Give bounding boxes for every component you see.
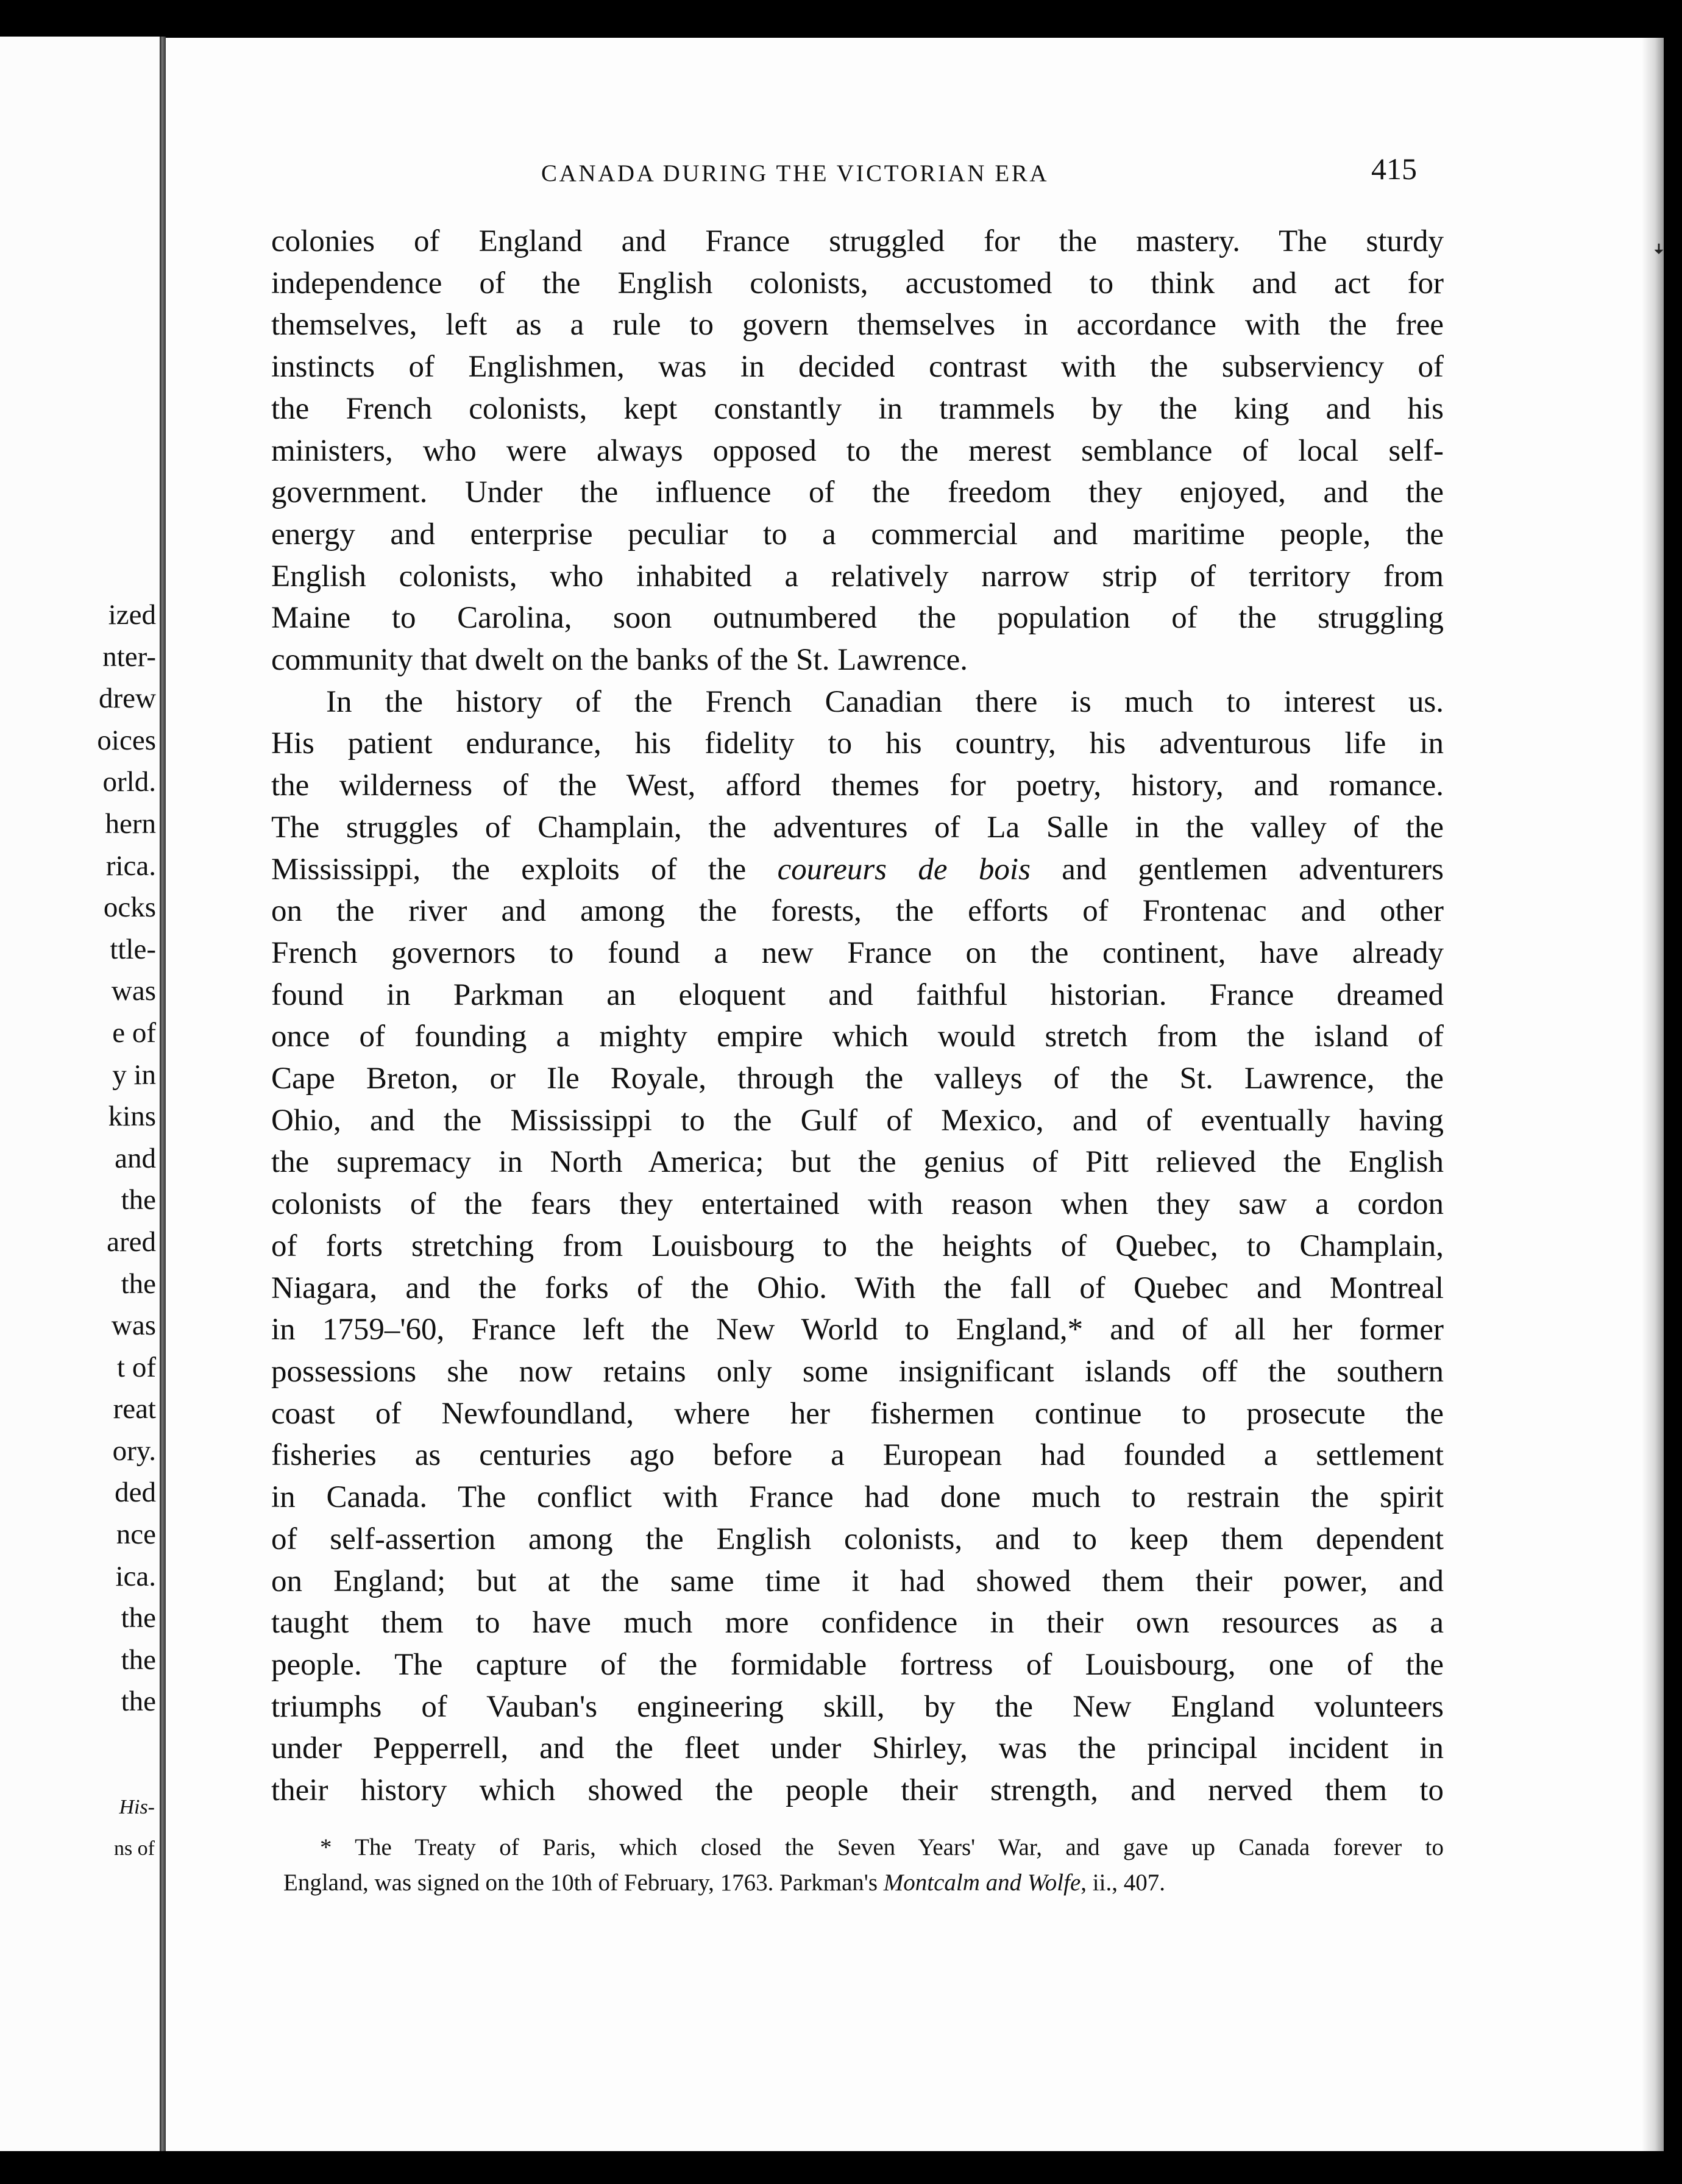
prev-line: reat (113, 1393, 156, 1425)
text-line: community that dwelt on the banks of the St. Lawrence. (271, 643, 968, 678)
scan-speck: ꜜ (1653, 244, 1665, 272)
prev-line: orld. (102, 766, 156, 798)
prev-line: ory. (112, 1434, 156, 1467)
text-line: their history which showed the people their strength, and nerved them to (271, 1773, 1444, 1808)
text-line: possessions she now retains only some insignificant islands off the southern (271, 1354, 1444, 1389)
text-line: the French colonists, kept constantly in trammels by the king and his (271, 391, 1444, 426)
running-head: CANADA DURING THE VICTORIAN ERA (541, 160, 1049, 186)
text-line: on the river and among the forests, the efforts of Frontenac and other (271, 894, 1444, 929)
text-line: instincts of Englishmen, was in decided contrast with the subserviency of (271, 350, 1444, 385)
text-line: French governors to found a new France on the continent, have already (271, 935, 1444, 970)
text-line: found in Parkman an eloquent and faithful historian. France dreamed (271, 977, 1444, 1012)
text-line: Niagara, and the forks of the Ohio. With the fall of Quebec and Montreal (271, 1271, 1444, 1305)
prev-line: ocks (103, 892, 156, 924)
footnote (283, 1830, 1444, 1901)
prev-line: t of (117, 1351, 156, 1383)
text-line: colonies of England and France struggled for the mastery. The sturdy (271, 224, 1444, 258)
footnote-line: * The Treaty of Paris, which closed the Seven Years' War, and gave up Canada forever to (320, 1834, 1444, 1860)
text-line: Ohio, and the Mississippi to the Gulf of Mexico, and of eventually having (271, 1103, 1444, 1138)
prev-line: drew (99, 682, 156, 715)
text-line: fisheries as centuries ago before a European had founded a settlement (271, 1438, 1444, 1473)
page-number: 415 (1371, 152, 1417, 186)
prev-line: y in (112, 1058, 156, 1091)
body-text (271, 221, 1444, 1812)
text-line: people. The capture of the formidable fortress of Louisbourg, one of the (271, 1647, 1444, 1682)
text-line: ministers, who were always opposed to the merest semblance of local self- (271, 433, 1444, 468)
prev-line: the (121, 1184, 156, 1216)
scan-frame-right (1664, 0, 1682, 2184)
footnote-line italic-line: England, was signed on the 10th of February, 1763. Parkman's Montcalm and Wolfe, ii., 407. (283, 1870, 1165, 1896)
text-line: Maine to Carolina, soon outnumbered the population of the struggling (271, 601, 1444, 636)
prev-line: was (111, 1310, 156, 1342)
prev-note-line: ns of (113, 1837, 155, 1860)
page-edge-shadow (1642, 38, 1664, 2151)
text-line: energy and enterprise peculiar to a commercial and maritime people, the (271, 517, 1444, 551)
prev-line: oices (97, 724, 156, 756)
text-line: Cape Breton, or Ile Royale, through the valleys of the St. Lawrence, the (271, 1062, 1444, 1096)
text-line: the wilderness of the West, afford themes for poetry, history, and romance. (271, 768, 1444, 803)
text-line: triumphs of Vauban's engineering skill, by the New England volunteers (271, 1689, 1444, 1724)
text-line: independence of the English colonists, accustomed to think and act for (271, 266, 1444, 300)
text-line: His patient endurance, his fidelity to his country, his adventurous life in (271, 726, 1444, 761)
paragraph (271, 221, 1444, 681)
text-line: The struggles of Champlain, the adventures of La Salle in the valley of the (271, 810, 1444, 845)
prev-line: hern (105, 807, 156, 840)
text-line: English colonists, who inhabited a relatively narrow strip of territory from (271, 559, 1444, 594)
text-line: taught them to have much more confidence in their own resources as a (271, 1606, 1444, 1640)
text-line: themselves, left as a rule to govern themselves in accordance with the free (271, 308, 1444, 342)
text-line: colonists of the fears they entertained with reason when they saw a cordon (271, 1187, 1444, 1222)
text-line: the supremacy in North America; but the genius of Pitt relieved the English (271, 1145, 1444, 1180)
previous-page-edge (0, 37, 160, 2151)
prev-line: the (121, 1686, 156, 1718)
previous-page-text (97, 594, 156, 1723)
text-line: in Canada. The conflict with France had done much to restrain the spirit (271, 1480, 1444, 1515)
text-line: government. Under the influence of the freedom they enjoyed, and the (271, 475, 1444, 510)
scan-frame-top (0, 0, 1682, 43)
prev-line: ded (115, 1477, 156, 1509)
text-line: In the history of the French Canadian there is much to interest us. (326, 684, 1444, 719)
book-gutter (160, 37, 166, 2151)
text-line: under Pepperrell, and the fleet under Shirley, was the principal incident in (271, 1731, 1444, 1766)
previous-page-footnote (114, 1787, 155, 1870)
prev-note-line: His- (119, 1796, 155, 1818)
prev-line: nter- (102, 640, 156, 673)
prev-line: e of (112, 1016, 156, 1049)
text-line: once of founding a mighty empire which would stretch from the island of (271, 1019, 1444, 1054)
prev-line: the (121, 1643, 156, 1676)
prev-line: ttle- (110, 933, 156, 965)
prev-line: ica. (115, 1560, 156, 1592)
text-line italic-line: Mississippi, the exploits of the coureurs de bois and gentlemen adventurers (271, 852, 1444, 887)
prev-line: nce (116, 1519, 156, 1551)
prev-line: kins (108, 1101, 156, 1133)
prev-line: was (111, 975, 156, 1007)
prev-line: ized (108, 599, 156, 631)
text-line: on England; but at the same time it had showed them their power, and (271, 1564, 1444, 1598)
prev-line: the (121, 1268, 156, 1300)
text-line: of self-assertion among the English colonists, and to keep them dependent (271, 1522, 1444, 1556)
text-line: of forts stretching from Louisbourg to the heights of Quebec, to Champlain, (271, 1228, 1444, 1263)
prev-line: ared (107, 1225, 156, 1258)
text-line: in 1759–'60, France left the New World to England,* and of all her former (271, 1313, 1444, 1347)
text-line: coast of Newfoundland, where her fishermen continue to prosecute the (271, 1396, 1444, 1431)
paragraph (271, 681, 1444, 1812)
prev-line: the (121, 1602, 156, 1634)
prev-line: and (115, 1142, 156, 1174)
prev-line: rica. (105, 849, 156, 882)
